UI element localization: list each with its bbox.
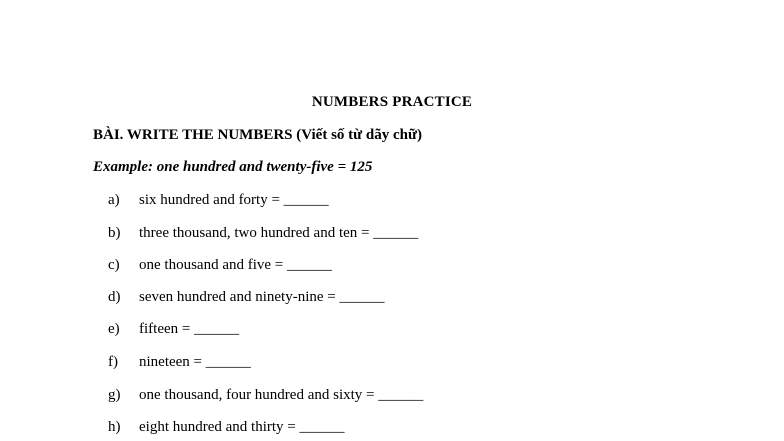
section-heading: BÀI. WRITE THE NUMBERS (Viết số từ dãy chữ) [93,127,423,143]
item-letter: g) [108,387,121,403]
item-letter: b) [108,225,121,241]
example-line: Example: one hundred and twenty-five = 125 [93,159,373,175]
item-letter: e) [108,321,120,337]
item-text: seven hundred and ninety-nine = ______ [139,289,385,305]
item-text: eight hundred and thirty = ______ [139,419,345,435]
item-letter: c) [108,257,120,273]
item-letter: d) [108,289,121,305]
item-letter: h) [108,419,121,435]
page-title: NUMBERS PRACTICE [311,94,473,110]
item-text: fifteen = ______ [139,321,240,337]
item-text: one thousand and five = ______ [139,257,333,273]
item-text: nineteen = ______ [139,354,251,370]
item-text: six hundred and forty = ______ [139,192,329,208]
item-text: three thousand, two hundred and ten = ______ [139,225,419,241]
item-letter: f) [108,354,118,370]
item-letter: a) [108,192,120,208]
item-text: one thousand, four hundred and sixty = ______ [139,387,424,403]
